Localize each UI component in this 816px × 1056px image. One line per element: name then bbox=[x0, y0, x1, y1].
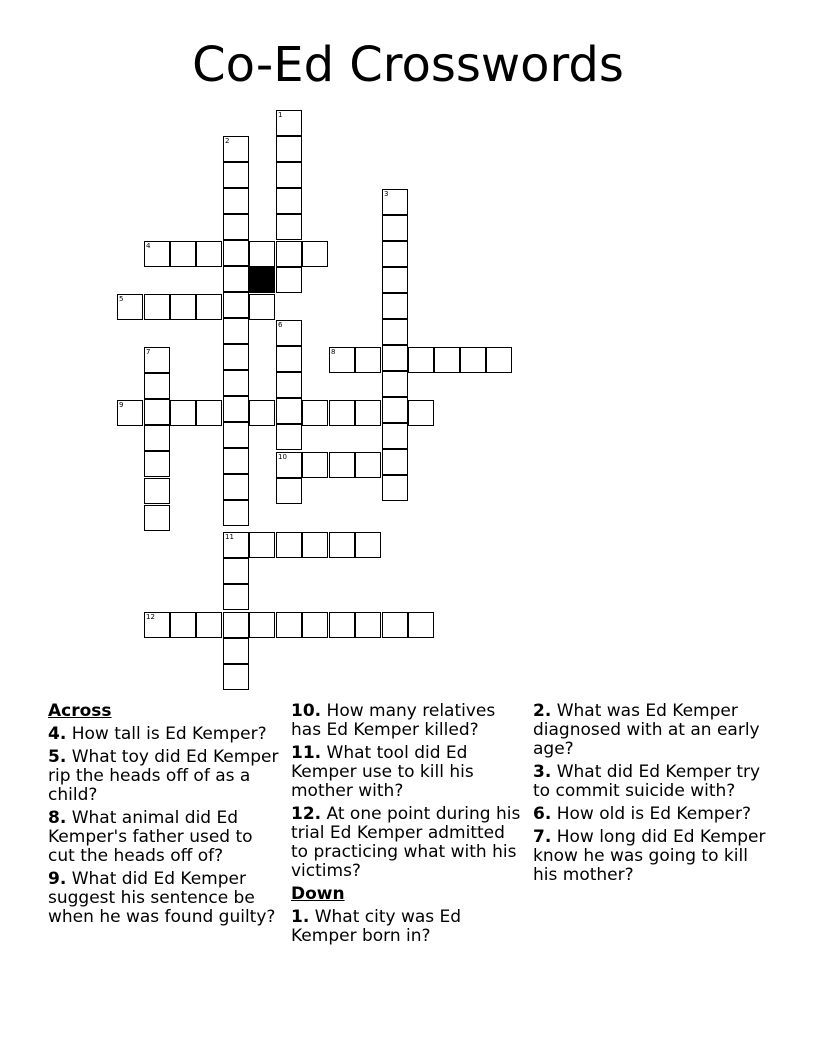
crossword-cell[interactable] bbox=[382, 319, 408, 345]
clue-number: 12. bbox=[291, 804, 322, 824]
crossword-cell[interactable] bbox=[382, 449, 408, 475]
crossword-cell[interactable] bbox=[223, 370, 249, 396]
crossword-cell[interactable] bbox=[144, 451, 170, 477]
cell-number: 9 bbox=[119, 401, 124, 409]
crossword-cell[interactable] bbox=[302, 612, 328, 638]
crossword-cell[interactable] bbox=[302, 452, 328, 478]
clue-down-2 bbox=[533, 702, 773, 759]
crossword-cell[interactable] bbox=[223, 318, 249, 344]
crossword-cell[interactable] bbox=[329, 612, 355, 638]
page-title: Co-Ed Crosswords bbox=[192, 37, 624, 93]
clue-across-11 bbox=[291, 744, 527, 801]
crossword-cell[interactable] bbox=[382, 371, 408, 397]
crossword-cell[interactable] bbox=[144, 241, 170, 267]
crossword-cell[interactable] bbox=[276, 424, 302, 450]
crossword-cell[interactable] bbox=[276, 320, 302, 346]
cell-number: 6 bbox=[278, 321, 283, 329]
cell-number: 5 bbox=[119, 295, 124, 303]
cell-number: 11 bbox=[225, 533, 234, 541]
cell-number: 3 bbox=[384, 190, 389, 198]
clue-number: 8. bbox=[48, 808, 67, 828]
clue-number: 6. bbox=[533, 804, 552, 824]
crossword-cell[interactable] bbox=[434, 347, 460, 373]
clue-column-2 bbox=[291, 702, 527, 950]
crossword-cell[interactable] bbox=[223, 292, 249, 318]
crossword-cell[interactable] bbox=[276, 136, 302, 162]
crossword-cell[interactable] bbox=[249, 400, 275, 426]
crossword-cell[interactable] bbox=[355, 347, 381, 373]
clue-number: 9. bbox=[48, 869, 67, 889]
down-heading: Down bbox=[291, 884, 345, 904]
clue-text: What was Ed Kemper diagnosed with at an early age? bbox=[533, 701, 760, 759]
crossword-cell[interactable] bbox=[117, 294, 143, 320]
crossword-cell[interactable] bbox=[223, 500, 249, 526]
crossword-cell[interactable] bbox=[276, 532, 302, 558]
crossword-cell[interactable] bbox=[382, 215, 408, 241]
crossword-cell[interactable] bbox=[223, 240, 249, 266]
clue-number: 4. bbox=[48, 724, 67, 744]
clue-text: What city was Ed Kemper born in? bbox=[291, 907, 462, 946]
crossword-cell[interactable] bbox=[144, 373, 170, 399]
cell-number: 2 bbox=[225, 137, 230, 145]
crossword-cell[interactable] bbox=[144, 294, 170, 320]
clue-across-12 bbox=[291, 805, 527, 881]
crossword-cell[interactable] bbox=[329, 532, 355, 558]
crossword-cell[interactable] bbox=[276, 478, 302, 504]
crossword-cell[interactable] bbox=[196, 294, 222, 320]
clue-text: What tool did Ed Kemper use to kill his mother with? bbox=[291, 743, 474, 801]
crossword-cell[interactable] bbox=[196, 612, 222, 638]
clue-number: 2. bbox=[533, 701, 552, 721]
crossword-cell[interactable] bbox=[276, 398, 302, 424]
crossword-cell[interactable] bbox=[276, 452, 302, 478]
crossword-cell[interactable] bbox=[144, 399, 170, 425]
clue-across-4 bbox=[48, 725, 284, 744]
clue-text: What did Ed Kemper suggest his sentence be when he was found guilty? bbox=[48, 869, 276, 927]
crossword-cell[interactable] bbox=[223, 344, 249, 370]
crossword-cell[interactable] bbox=[302, 532, 328, 558]
clue-number: 11. bbox=[291, 743, 322, 763]
crossword-cell[interactable] bbox=[486, 347, 512, 373]
clue-text: What did Ed Kemper try to commit suicide with? bbox=[533, 762, 761, 801]
clue-column-1 bbox=[48, 702, 284, 931]
clue-across-10 bbox=[291, 702, 527, 740]
crossword-cell[interactable] bbox=[223, 136, 249, 162]
crossword-cell[interactable] bbox=[249, 532, 275, 558]
clue-column-3 bbox=[533, 702, 773, 889]
crossword-cell[interactable] bbox=[223, 162, 249, 188]
crossword-cell[interactable] bbox=[329, 452, 355, 478]
crossword-cell[interactable] bbox=[382, 189, 408, 215]
clue-number: 7. bbox=[533, 827, 552, 847]
crossword-cell[interactable] bbox=[460, 347, 486, 373]
cell-number: 10 bbox=[278, 453, 287, 461]
crossword-cell[interactable] bbox=[196, 241, 222, 267]
crossword-cell[interactable] bbox=[223, 188, 249, 214]
crossword-cell[interactable] bbox=[302, 241, 328, 267]
crossword-cell[interactable] bbox=[223, 612, 249, 638]
crossword-cell[interactable] bbox=[355, 612, 381, 638]
crossword-cell[interactable] bbox=[355, 532, 381, 558]
clue-text: How old is Ed Kemper? bbox=[556, 804, 752, 824]
crossword-cell[interactable] bbox=[276, 162, 302, 188]
crossword-cell[interactable] bbox=[355, 452, 381, 478]
crossword-cell[interactable] bbox=[170, 400, 196, 426]
crossword-cell[interactable] bbox=[144, 505, 170, 531]
clue-number: 10. bbox=[291, 701, 322, 721]
crossword-cell[interactable] bbox=[170, 294, 196, 320]
crossword-cell[interactable] bbox=[223, 532, 249, 558]
crossword-cell[interactable] bbox=[329, 400, 355, 426]
clue-number: 5. bbox=[48, 747, 67, 767]
cell-number: 8 bbox=[331, 348, 336, 356]
crossword-cell[interactable] bbox=[408, 347, 434, 373]
crossword-cell[interactable] bbox=[276, 612, 302, 638]
cell-number: 12 bbox=[146, 613, 155, 621]
clue-number: 1. bbox=[291, 907, 310, 927]
clue-down-1 bbox=[291, 908, 527, 946]
crossword-cell[interactable] bbox=[382, 612, 408, 638]
crossword-cell[interactable] bbox=[223, 584, 249, 610]
crossword-cell[interactable] bbox=[170, 241, 196, 267]
clue-number: 3. bbox=[533, 762, 552, 782]
crossword-cell[interactable] bbox=[144, 478, 170, 504]
crossword-cell[interactable] bbox=[223, 474, 249, 500]
crossword-cell[interactable] bbox=[223, 396, 249, 422]
clue-text: How tall is Ed Kemper? bbox=[71, 724, 267, 744]
clue-text: What toy did Ed Kemper rip the heads off of as a child? bbox=[48, 747, 279, 805]
cell-number: 1 bbox=[278, 111, 283, 119]
crossword-cell[interactable] bbox=[249, 294, 275, 320]
crossword-cell[interactable] bbox=[276, 267, 302, 293]
clue-across-9 bbox=[48, 870, 284, 927]
crossword-cell[interactable] bbox=[223, 422, 249, 448]
crossword-cell[interactable] bbox=[355, 400, 381, 426]
crossword-cell[interactable] bbox=[223, 266, 249, 292]
crossword-cell[interactable] bbox=[408, 400, 434, 426]
clue-text: How long did Ed Kemper know he was going to kill his mother? bbox=[533, 827, 766, 885]
crossword-cell[interactable] bbox=[302, 400, 328, 426]
crossword-cell[interactable] bbox=[382, 293, 408, 319]
crossword-cell[interactable] bbox=[276, 346, 302, 372]
crossword-cell[interactable] bbox=[276, 188, 302, 214]
clue-down-6 bbox=[533, 805, 773, 824]
clue-text: How many relatives has Ed Kemper killed? bbox=[291, 701, 496, 740]
crossword-cell[interactable] bbox=[329, 347, 355, 373]
clue-down-7 bbox=[533, 828, 773, 885]
clue-across-8 bbox=[48, 809, 284, 866]
cell-number: 7 bbox=[146, 348, 151, 356]
crossword-cell[interactable] bbox=[223, 638, 249, 664]
crossword-cell[interactable] bbox=[276, 110, 302, 136]
crossword-cell[interactable] bbox=[276, 214, 302, 240]
crossword-cell[interactable] bbox=[276, 241, 302, 267]
crossword-cell[interactable] bbox=[223, 214, 249, 240]
crossword-cell[interactable] bbox=[223, 448, 249, 474]
crossword-cell[interactable] bbox=[408, 612, 434, 638]
crossword-cell[interactable] bbox=[382, 345, 408, 371]
crossword-cell[interactable] bbox=[196, 400, 222, 426]
across-heading: Across bbox=[48, 701, 112, 721]
cell-number: 4 bbox=[146, 242, 151, 250]
crossword-cell[interactable] bbox=[249, 612, 275, 638]
crossword-cell[interactable] bbox=[117, 400, 143, 426]
clue-text: At one point during his trial Ed Kemper admitted to practicing what with his victims? bbox=[291, 804, 521, 881]
clue-across-5 bbox=[48, 748, 284, 805]
crossword-cell[interactable] bbox=[276, 372, 302, 398]
crossword-cell[interactable] bbox=[382, 475, 408, 501]
crossword-cell[interactable] bbox=[382, 397, 408, 423]
clue-down-3 bbox=[533, 763, 773, 801]
crossword-cell[interactable] bbox=[170, 612, 196, 638]
crossword-cell[interactable] bbox=[382, 241, 408, 267]
crossword-cell[interactable] bbox=[223, 664, 249, 690]
clue-text: What animal did Ed Kemper's father used to cut the heads off of? bbox=[48, 808, 253, 866]
crossword-cell[interactable] bbox=[144, 347, 170, 373]
crossword-cell[interactable] bbox=[249, 241, 275, 267]
crossword-cell[interactable] bbox=[144, 425, 170, 451]
crossword-cell[interactable] bbox=[223, 558, 249, 584]
crossword-cell[interactable] bbox=[144, 612, 170, 638]
blocked-cell bbox=[249, 267, 275, 293]
crossword-cell[interactable] bbox=[382, 267, 408, 293]
crossword-cell[interactable] bbox=[382, 423, 408, 449]
